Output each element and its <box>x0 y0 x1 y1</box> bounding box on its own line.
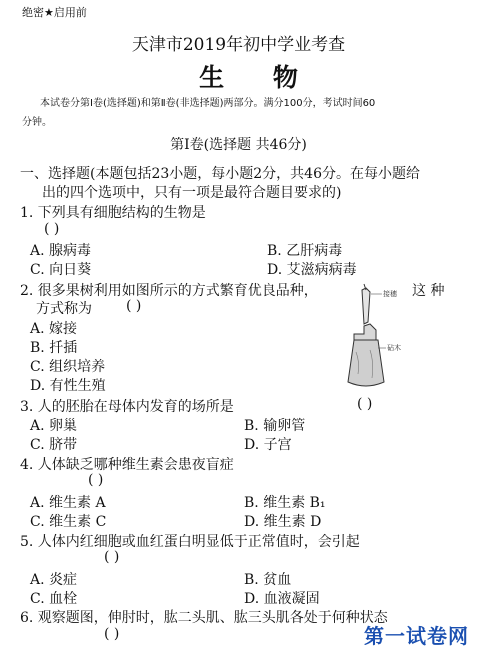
question-4-option-a: A. 维生素 A <box>30 495 106 511</box>
exam-title: 天津市2019年初中学业考查 <box>131 35 346 55</box>
question-4-blank: ( ) <box>88 472 104 488</box>
section-heading: 第Ⅰ卷(选择题 共46分) <box>170 137 307 153</box>
confidential-label: 绝密★启用前 <box>22 6 87 19</box>
watermark-text: 第一试卷网 <box>364 624 469 648</box>
question-3-stem: 3. 人的胚胎在母体内发育的场所是 <box>20 399 234 415</box>
question-2-stem-end: 这 种 <box>412 283 445 299</box>
stock-top <box>354 324 376 342</box>
question-2-blank: ( ) <box>126 298 142 314</box>
question-1-option-a: A. 腺病毒 <box>30 243 92 259</box>
question-1-option-b: B. 乙肝病毒 <box>267 243 343 259</box>
question-3-option-b: B. 输卵管 <box>244 418 306 434</box>
question-1-stem: 1. 下列具有细胞结构的生物是 <box>20 205 206 221</box>
question-1-option-c: C. 向日葵 <box>30 262 92 278</box>
question-2-stem-line-2: 方式称为 <box>36 301 92 317</box>
intro-line-1: 本试卷分第Ⅰ卷(选择题)和第Ⅱ卷(非选择题)两部分。满分100分，考试时间60 <box>40 98 376 109</box>
question-2-stem: 2. 很多果树利用如图所示的方式繁育优良品种， <box>20 283 318 299</box>
question-3-blank: ( ) <box>357 396 373 412</box>
watermark-logo <box>364 620 469 649</box>
question-4-option-c: C. 维生素 C <box>30 514 107 530</box>
question-3-option-a: A. 卵巢 <box>30 418 78 434</box>
grafting-diagram <box>340 282 410 397</box>
instruction-line-1: 一、选择题(本题包括23小题，每小题2分，共46分。在每小题给 <box>20 166 420 182</box>
instruction-line-2: 出的四个选项中，只有一项是最符合题目要求的) <box>42 185 342 201</box>
question-4-option-d: D. 维生素 D <box>244 514 322 530</box>
question-3-option-d: D. 子宫 <box>244 437 292 453</box>
question-5-stem: 5. 人体内红细胞或血红蛋白明显低于正常值时，会引起 <box>20 534 360 550</box>
stock-trunk <box>348 340 384 386</box>
question-2-option-a: A. 嫁接 <box>30 321 78 337</box>
scion-shape <box>362 288 370 324</box>
subject-title: 生 物 <box>199 63 318 92</box>
question-6-stem: 6. 观察题图，伸肘时，肱二头肌、肱三头肌各处于何种状态 <box>20 610 388 626</box>
question-5-option-b: B. 贫血 <box>244 572 292 588</box>
intro-line-2: 分钟。 <box>22 117 52 128</box>
question-2-option-c: C. 组织培养 <box>30 359 106 375</box>
question-2-option-d: D. 有性生殖 <box>30 378 106 394</box>
question-4-stem: 4. 人体缺乏哪种维生素会患夜盲症 <box>20 457 234 473</box>
question-4-option-b: B. 维生素 B₁ <box>244 495 326 511</box>
question-1-blank: ( ) <box>44 221 60 237</box>
stock-label: 砧木 <box>387 344 401 352</box>
question-5-option-a: A. 炎症 <box>30 572 78 588</box>
question-3-option-c: C. 脐带 <box>30 437 78 453</box>
question-1-option-d: D. 艾滋病病毒 <box>267 262 357 278</box>
question-5-blank: ( ) <box>104 549 120 565</box>
question-5-option-c: C. 血栓 <box>30 591 78 607</box>
question-6-blank: ( ) <box>104 626 120 642</box>
question-2-option-b: B. 扦插 <box>30 340 78 356</box>
scion-label: 接穗 <box>383 290 397 298</box>
question-5-option-d: D. 血液凝固 <box>244 591 320 607</box>
